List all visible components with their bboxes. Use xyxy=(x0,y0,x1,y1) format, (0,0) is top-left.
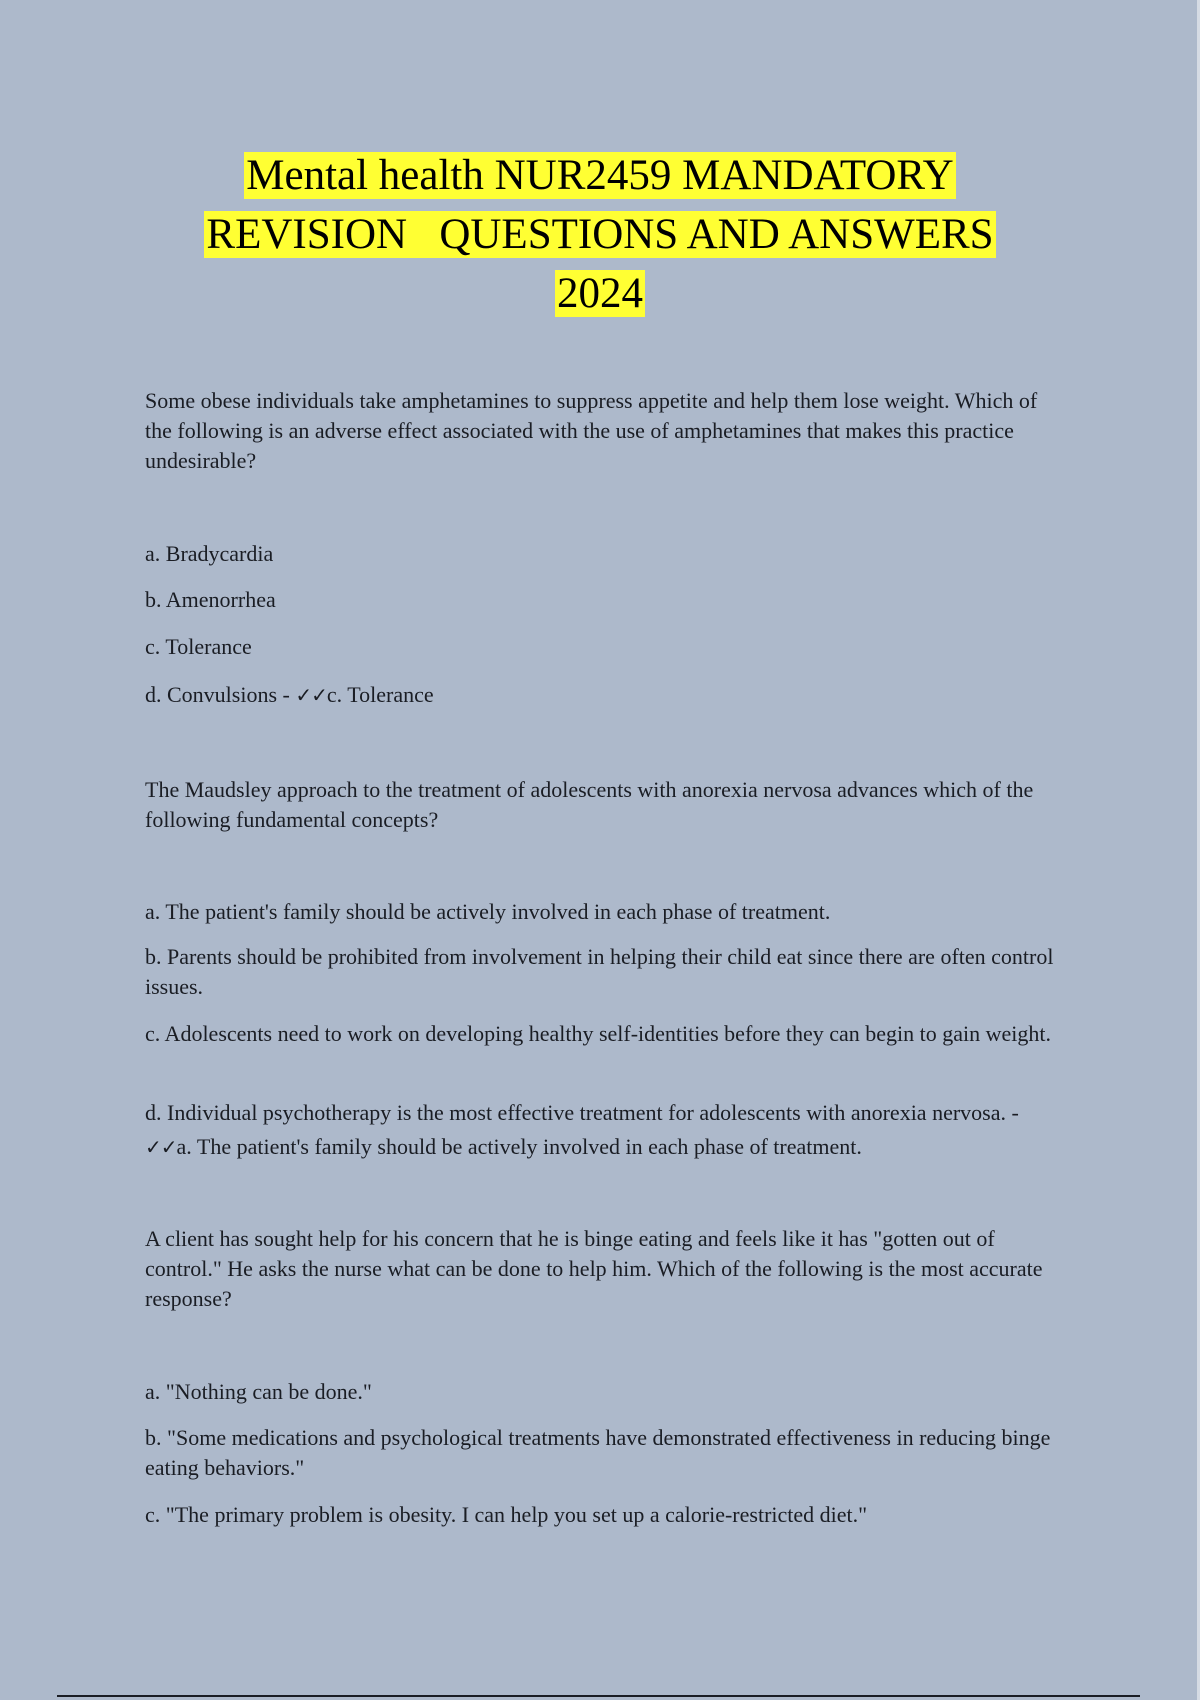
question-2-option-a-block xyxy=(145,897,1065,927)
bottom-divider xyxy=(57,1695,1140,1697)
question-3-option-c-block xyxy=(145,1500,1065,1530)
option-item: d. Convulsions - xyxy=(145,682,296,707)
option-with-answer xyxy=(145,1096,1065,1164)
question-2-option-d-block xyxy=(145,1096,1065,1164)
title-line: Mental health NUR2459 MANDATORY xyxy=(246,152,954,199)
question-2-option-c-block xyxy=(145,1019,1065,1049)
option-item: b. Amenorrhea xyxy=(145,587,276,612)
option-item: a. "Nothing can be done." xyxy=(145,1379,372,1404)
check-mark-icon: ✓✓ xyxy=(295,683,327,707)
title-line: 2024 xyxy=(557,270,643,317)
question-3-option-a-block xyxy=(145,1377,1065,1407)
question-1-option-d-block xyxy=(145,680,1065,710)
question-2-option-b-block xyxy=(145,942,1065,1002)
answer-text: c. Tolerance xyxy=(326,682,434,707)
question-3-option-b-block xyxy=(145,1423,1065,1483)
question-2-stem-block xyxy=(145,775,1065,835)
question-3-stem-block xyxy=(145,1224,1065,1314)
option-item: a. The patient's family should be actively involved in each phase of treatment. xyxy=(145,899,831,924)
document-title xyxy=(100,146,1100,323)
option-item: c. Tolerance xyxy=(145,634,252,659)
question-1-stem-block xyxy=(145,386,1065,476)
option-item: d. Individual psychotherapy is the most effective treatment for adolescents with anorexia nervosa. - xyxy=(145,1100,1019,1125)
answer-text: a. The patient's family should be actively involved in each phase of treatment. xyxy=(176,1134,862,1159)
title-line: REVISION QUESTIONS AND ANSWERS xyxy=(206,211,994,258)
question-stem: The Maudsley approach to the treatment of adolescents with anorexia nervosa advances which of the following fundamental concepts? xyxy=(145,777,1034,832)
option-with-answer xyxy=(145,680,1065,710)
option-item: c. Adolescents need to work on developing healthy self-identities before they can begin to gain weight. xyxy=(145,1021,1052,1046)
option-item: b. "Some medications and psychological treatments have demonstrated effectiveness in reducing binge eating behaviors." xyxy=(145,1425,1051,1480)
option-item: c. "The primary problem is obesity. I can help you set up a calorie-restricted diet." xyxy=(145,1502,868,1527)
question-stem: A client has sought help for his concern that he is binge eating and feels like it has "gotten out of control." He asks the nurse what can be done to help him. Which of the following is the most accurate response? xyxy=(145,1226,1043,1311)
question-1-option-b-block xyxy=(145,585,1065,615)
option-item: a. Bradycardia xyxy=(145,541,274,566)
check-mark-icon: ✓✓ xyxy=(145,1135,177,1159)
question-1-option-c-block xyxy=(145,632,1065,662)
question-stem: Some obese individuals take amphetamines to suppress appetite and help them lose weight. Which of the following is an adverse effect associated with the use of amphetamines that makes this practice undesirable? xyxy=(145,388,1038,473)
option-item: b. Parents should be prohibited from involvement in helping their child eat since there are often control issues. xyxy=(145,944,1054,999)
question-1-option-a-block xyxy=(145,539,1065,569)
